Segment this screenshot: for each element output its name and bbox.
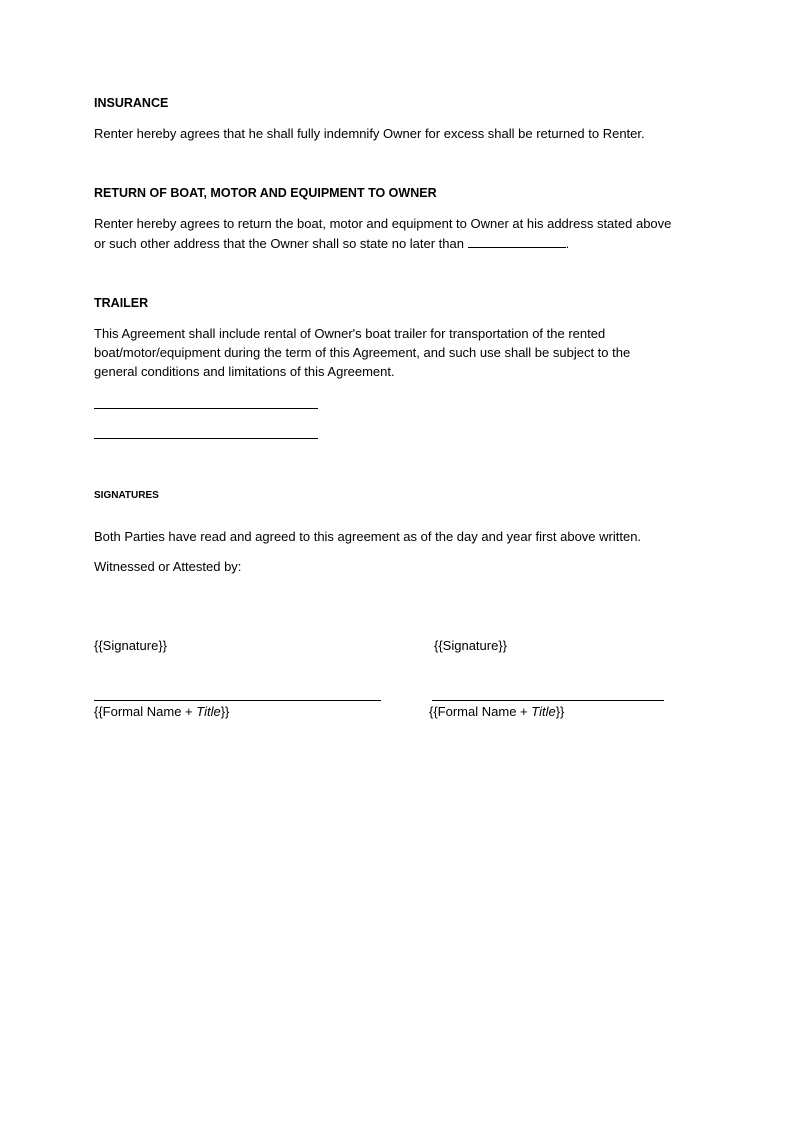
trailer-body-line2: boat/motor/equipment during the term of this Agreement, and such use shall be subject to the bbox=[94, 345, 631, 360]
return-body-line1: Renter hereby agrees to return the boat, motor and equipment to Owner at his address stated above bbox=[94, 216, 672, 231]
right-formal-name bbox=[429, 703, 564, 720]
insurance-heading: INSURANCE bbox=[94, 96, 169, 110]
right-formal-name-prefix: {{Formal Name + bbox=[429, 704, 532, 719]
blank-line-1 bbox=[94, 408, 318, 409]
trailer-body-line1: This Agreement shall include rental of Owner's boat trailer for transportation of the rented bbox=[94, 326, 606, 341]
right-formal-name-suffix: }} bbox=[555, 704, 565, 719]
right-signature-line bbox=[432, 700, 664, 701]
return-heading: RETURN OF BOAT, MOTOR AND EQUIPMENT TO OWNER bbox=[94, 186, 437, 200]
left-formal-name-suffix: }} bbox=[220, 704, 230, 719]
return-body-line2-text: or such other address that the Owner shall so state no later than bbox=[94, 236, 464, 251]
trailer-body-line3: general conditions and limitations of this Agreement. bbox=[94, 364, 395, 379]
right-signature-placeholder: {{Signature}} bbox=[434, 638, 508, 653]
left-signature-line bbox=[94, 700, 381, 701]
agreement-text: Both Parties have read and agreed to this agreement as of the day and year first above written. bbox=[94, 529, 642, 544]
insurance-body: Renter hereby agrees that he shall fully indemnify Owner for excess shall be returned to Renter. bbox=[94, 126, 645, 141]
blank-line-2 bbox=[94, 438, 318, 439]
signatures-heading: SIGNATURES bbox=[94, 490, 159, 501]
trailer-heading: TRAILER bbox=[94, 296, 149, 310]
return-body-line2 bbox=[94, 235, 569, 252]
left-formal-name bbox=[94, 703, 229, 720]
witness-text: Witnessed or Attested by: bbox=[94, 559, 242, 574]
return-date-blank[interactable] bbox=[468, 235, 566, 248]
return-body-line2-end: . bbox=[565, 236, 570, 251]
left-formal-name-prefix: {{Formal Name + bbox=[94, 704, 197, 719]
left-signature-placeholder: {{Signature}} bbox=[94, 638, 168, 653]
right-formal-name-title: Title bbox=[531, 704, 556, 719]
left-formal-name-title: Title bbox=[196, 704, 221, 719]
